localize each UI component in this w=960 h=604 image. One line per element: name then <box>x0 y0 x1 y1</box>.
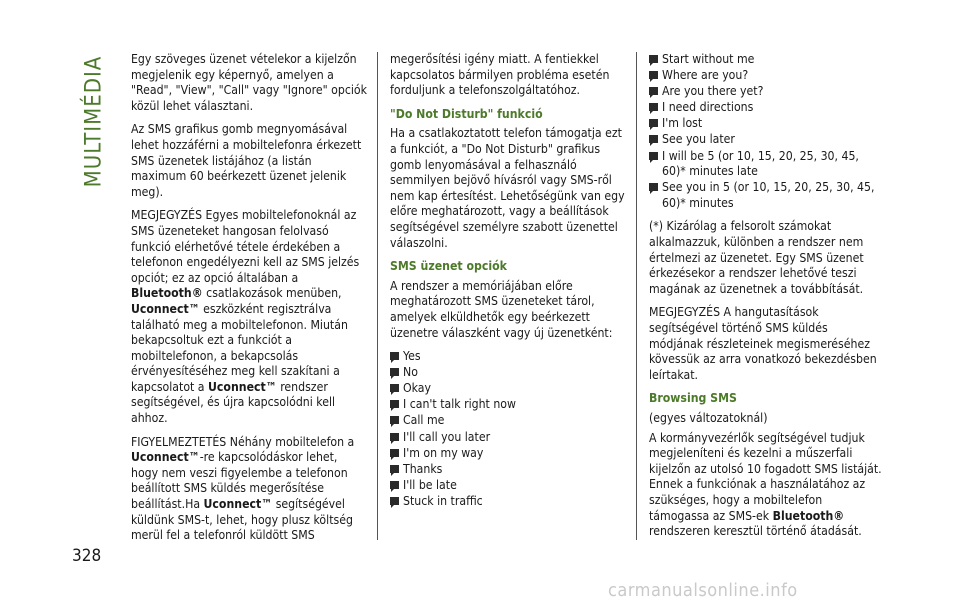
speech-bubble-icon <box>649 119 658 127</box>
speech-bubble-icon <box>390 481 399 489</box>
list-item <box>390 478 625 494</box>
list-item <box>649 68 885 84</box>
heading-sms-options: SMS üzenet opciók <box>390 259 507 274</box>
list-item <box>390 397 625 413</box>
paragraph: (*) Kizárólag a felsorolt számokat alkalmazzuk, különben a rendszer nem értelmezi az üzenetet. Egy SMS üzenet érkezésekor a rendszer lehetővé teszi magának az üzenetnek a továbbítását. <box>649 219 864 296</box>
list-item <box>649 149 885 180</box>
list-item-text: See you in 5 (or 10, 15, 20, 25, 30, 45, 60)* minutes <box>662 180 875 210</box>
list-item-text: I'm lost <box>662 116 703 131</box>
speech-bubble-icon <box>390 497 399 505</box>
bold-term: Bluetooth® <box>131 286 203 301</box>
paragraph: Ha a csatlakoztatott telefon támogatja ezt a funkciót, a "Do Not Disturb" grafikus gomb lenyomásával a felhasználó semmilyen bejövő hívásról vagy SMS-ről nem kap értesítést. Lehetőségünk van egy előre meghatározott, vagy a beállítások segítségével személyre szabott üzenettel válaszolni. <box>390 126 625 250</box>
watermark: carmanualsonline.info <box>608 580 798 601</box>
list-item <box>390 413 625 429</box>
bold-term: Uconnect™ <box>208 379 277 394</box>
paragraph: A rendszer a memóriájában előre meghatározott SMS üzeneteket tárol, amelyek elküldhetők egy beérkezett üzenetre válaszként vagy új üzenetként: <box>390 278 613 340</box>
paragraph: Az SMS grafikus gomb megnyomásával lehet hozzáférni a mobiltelefonra érkezett SMS üzenetek listájához (a listán maximum 60 beérkezett üzenet jelenik meg). <box>131 122 362 199</box>
speech-bubble-icon <box>649 87 658 95</box>
paragraph: megerősítési igény miatt. A fentiekkel kapcsolatos bármilyen probléma esetén forduljunk a telefonszolgáltatóhoz. <box>390 52 610 98</box>
list-item-text: Are you there yet? <box>662 84 764 99</box>
speech-bubble-icon <box>390 416 399 424</box>
message-list <box>390 349 625 509</box>
text-run: csatlakozások menüben, <box>202 286 342 301</box>
list-item <box>390 365 625 381</box>
list-item <box>649 100 885 116</box>
speech-bubble-icon <box>390 465 399 473</box>
message-list <box>649 52 885 211</box>
speech-bubble-icon <box>649 135 658 143</box>
list-item <box>390 446 625 462</box>
list-item-text: Yes <box>403 349 421 364</box>
paragraph <box>649 431 885 540</box>
warning-paragraph <box>131 435 367 544</box>
list-item-text: Start without me <box>662 52 755 66</box>
list-item-text: See you later <box>662 132 735 147</box>
list-item <box>390 494 625 510</box>
list-item <box>649 116 885 132</box>
bold-term: Uconnect™ <box>131 450 200 465</box>
list-item <box>649 132 885 148</box>
heading-do-not-disturb: "Do Not Disturb" funkció <box>390 106 543 121</box>
list-item-text: I will be 5 (or 10, 15, 20, 25, 30, 45, 60)* minutes late <box>662 148 859 179</box>
list-item-text: Where are you? <box>662 68 749 83</box>
list-item <box>390 430 625 446</box>
text-run: -re kapcsolódáskor lehet, hogy nem veszi figyelembe a telefonon beállított SMS küldés megerősítése beállítást.Ha <box>131 450 348 512</box>
column-2 <box>390 52 625 518</box>
note-paragraph <box>131 208 367 426</box>
list-item <box>390 462 625 478</box>
page-number: 328 <box>72 546 102 566</box>
list-item-text: No <box>403 365 418 380</box>
list-item <box>390 381 625 397</box>
section-title-text: MULTIMÉDIA <box>81 55 107 187</box>
text-run: rendszeren keresztül történő átadását. <box>649 524 862 539</box>
column-1 <box>131 52 367 544</box>
list-item <box>649 180 885 211</box>
speech-bubble-icon <box>390 368 399 376</box>
speech-bubble-icon <box>390 352 399 360</box>
list-item-text: I'll call you later <box>403 429 491 444</box>
list-item-text: Okay <box>403 381 431 396</box>
heading-browsing-sms: Browsing SMS <box>649 391 737 406</box>
text-run: rendszer segítségével, és újra kapcsolódni kell ahhoz. <box>131 379 336 426</box>
column-3 <box>649 52 885 540</box>
list-item-text: I need directions <box>662 100 754 115</box>
speech-bubble-icon <box>649 103 658 111</box>
bold-term: Uconnect™ <box>131 301 200 316</box>
list-item <box>649 52 885 68</box>
text-run: eszközként regisztrálva található meg a mobiltelefonon. Miután bekapcsoltuk ezt a funkciót a mobiltelefonon, a bekapcsolás érvényesítéséhez meg kell szakítani a kapcsolatot a <box>131 301 348 394</box>
text-run: A kormányvezérlők segítségével tudjuk megjeleníteni és kezelni a műszerfali kijelzőn az utolsó 10 fogadott SMS listáját. Ennek a funkciónak a használatához az szükséges, hogy a mobiltelefon támogassa az SMS-ek <box>649 430 882 523</box>
text-run: FIGYELMEZTETÉS Néhány mobiltelefon a <box>131 434 355 449</box>
list-item-text: I can't talk right now <box>403 397 516 412</box>
bold-term: Uconnect™ <box>203 497 273 512</box>
speech-bubble-icon <box>649 183 658 191</box>
list-item <box>649 84 885 100</box>
bold-term: Bluetooth® <box>772 508 845 523</box>
speech-bubble-icon <box>649 55 658 63</box>
speech-bubble-icon <box>649 71 658 79</box>
paragraph: (egyes változatoknál) <box>649 410 768 425</box>
speech-bubble-icon <box>649 152 658 160</box>
list-item-text: I'm on my way <box>403 445 484 460</box>
text-run: MEGJEGYZÉS Egyes mobiltelefonoknál az SMS üzeneteket hangosan felolvasó funkció elérhetővé tétele érdekében a telefonon engedélyezni kell az SMS jelzés opciót; ez az opció általában a <box>131 208 360 285</box>
paragraph: Egy szöveges üzenet vételekor a kijelzőn megjelenik egy képernyő, amelyen a "Read", "View", "Call" vagy "Ignore" opciók közül lehet választani. <box>131 52 367 113</box>
section-title <box>76 46 112 196</box>
speech-bubble-icon <box>390 400 399 408</box>
list-item-text: Thanks <box>403 461 443 476</box>
speech-bubble-icon <box>390 384 399 392</box>
note-paragraph: MEGJEGYZÉS A hangutasítások segítségével történő SMS küldés módjának részleteinek megismeréséhez kövessük az arra vonatkozó bekezdésben leírtakat. <box>649 305 877 382</box>
speech-bubble-icon <box>390 433 399 441</box>
list-item-text: I'll be late <box>403 477 457 492</box>
column-divider <box>377 52 378 540</box>
text-run: segítségével küldünk SMS-t, lehet, hogy plusz költség merül fel a telefonról küldött SMS <box>131 497 353 543</box>
speech-bubble-icon <box>390 449 399 457</box>
list-item-text: Stuck in traffic <box>403 493 483 508</box>
list-item-text: Call me <box>403 413 445 428</box>
list-item <box>390 349 625 365</box>
column-divider <box>636 52 637 540</box>
